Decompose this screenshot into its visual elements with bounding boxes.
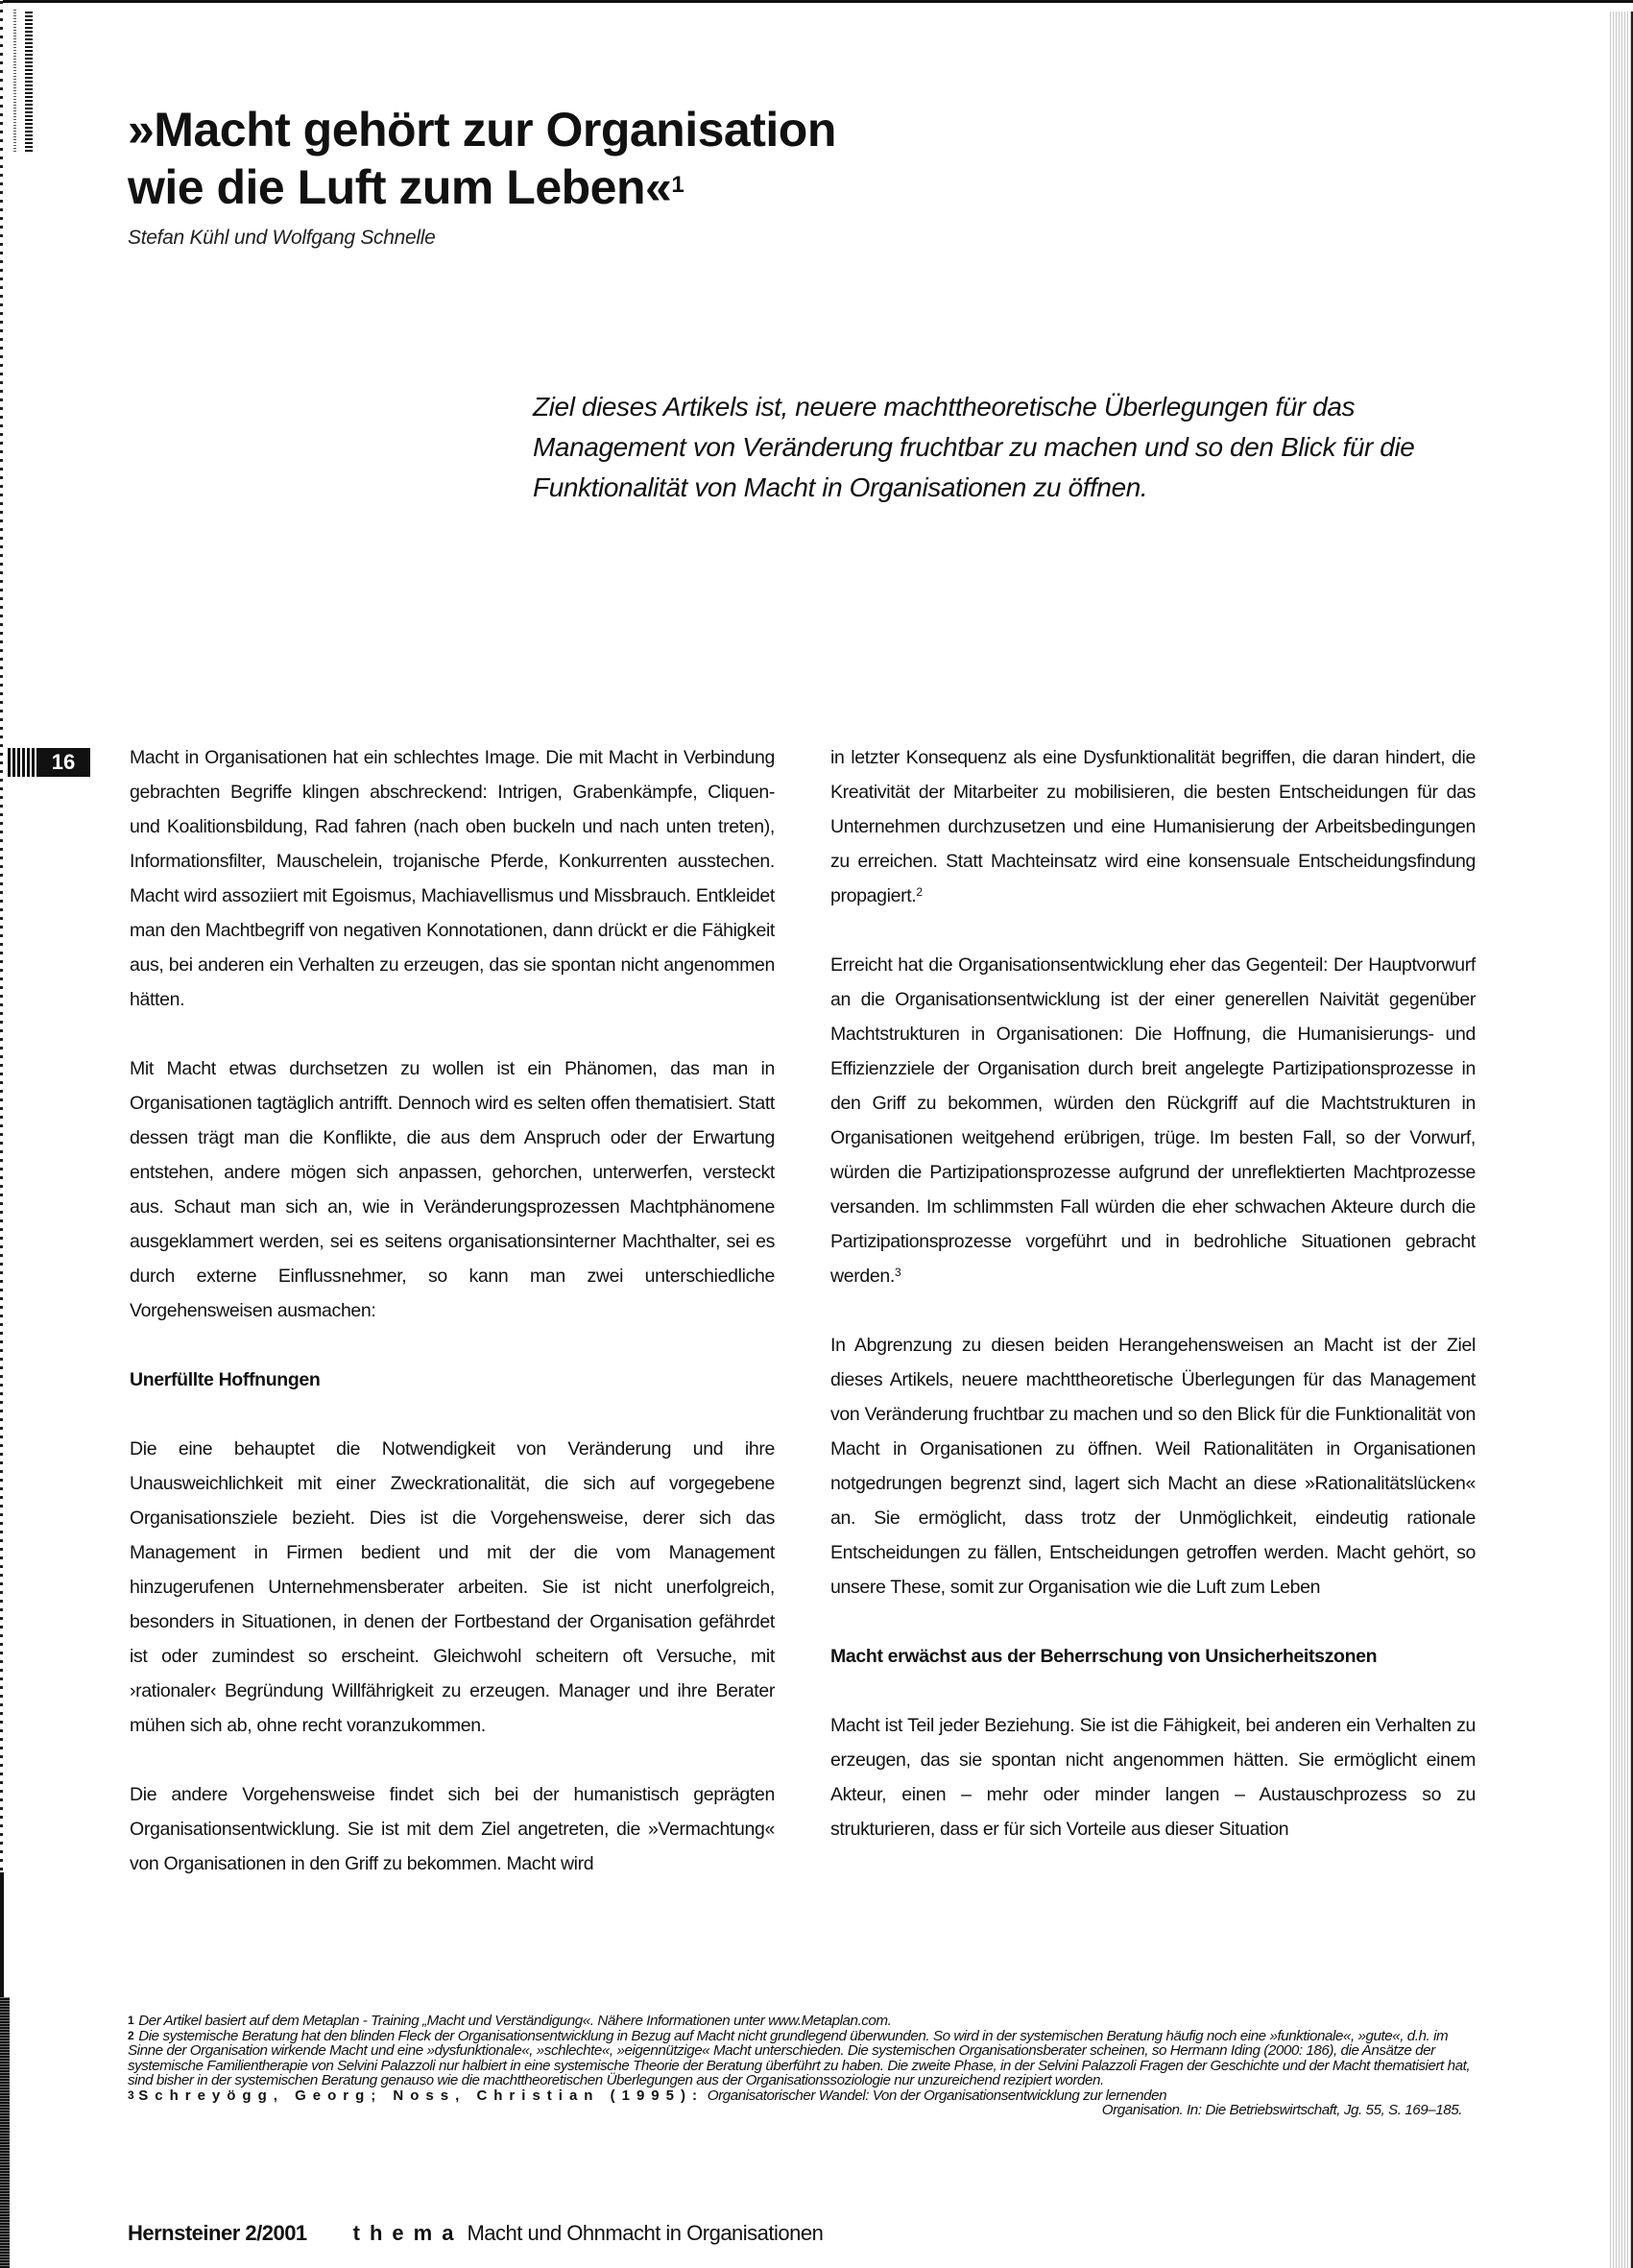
footnote-mark: 2 (916, 885, 923, 899)
paragraph: Die eine behauptet die Notwendigkeit von Veränderung und ihre Unausweichlichkeit mit einer Zweckrationalität, die sich auf vorgegebene Organisationsziele bezieht. Dies ist die Vorgehensweise, derer sich das Management in Firmen bedient und mit der die vom Management hinzugerufenen Unternehmensberater arbeiten. Sie ist nicht unerfolgreich, besonders in Situationen, in denen der Fortbestand der Organisation gefährdet ist oder zumindest so erscheint. Gleichwohl scheitern oft Versuche, mit ›rationaler‹ Begründung Willfährigkeit zu erzeugen. Manager und ihre Berater mühen sich ab, ohne recht voranzukommen. (130, 1438, 775, 1736)
paragraph-text: Erreicht hat die Organisationsentwicklung eher das Gegenteil: Der Hauptvorwurf an die Organisationsentwicklung ist der einer generellen Naivität gegenüber Machtstrukturen in Organisationen: Die Hoffnung, die Humanisierungs- und Effizienzziele der Organisation durch breit angelegte Partizipationsprozesse in den Griff zu bekommen, würden den Rückgriff auf die Machtstrukturen in Organisationen weitgehend erübrigen, trüge. Im besten Fall, so der Vorwurf, würden die Partizipationsprozesse aufgrund der unreflektierten Machtprozesse versanden. Im schlimmsten Fall würden die eher schwachen Akteure durch die Partizipationsprozesse vorgeführt und in bedrohliche Situationen gebracht werden. (830, 954, 1476, 1287)
footnote-number: 2 (128, 2028, 134, 2042)
paragraph: Macht ist Teil jeder Beziehung. Sie ist die Fähigkeit, bei anderen ein Verhalten zu erzeugen, das sie spontan nicht angenommen hätten. Sie ermöglicht einem Akteur, einen – mehr oder minder langen – Austauschprozess so zu strukturieren, dass er für sich Vorteile aus dieser Situation (830, 1715, 1476, 1840)
article-authors: Stefan Kühl und Wolfgang Schnelle (128, 227, 436, 249)
page-number: 16 (36, 748, 90, 777)
footnote-mark: 3 (894, 1266, 901, 1279)
issue-topic: Macht und Ohnmacht in Organisationen (467, 2221, 824, 2245)
footnote-text: Die systemische Beratung hat den blinden Fleck der Organisationsentwicklung in Bezug auf Macht nicht grundlegend überwunden. So wird in der systemischen Beratung häufig noch eine »funktionale«, »gute«, d.h. im Sinne der Organisation wirkende Macht und eine »dysfunktionale«, »schlechte«, »eigennützige« Macht unterschieden. Die systemischen Organisationsberater scheinen, so Hermann Iding (2000: 186), die Ansätze der systemische Familientherapie von Selvini Palazzoli nur halbiert in eine systemische Theorie der Beratung überführt zu haben. Die zweite Phase, in der Selvini Palazzoli Fragen der Geschichte und der Macht thematisiert hat, sind bisher in der systemischen Beratung genauso wie die machttheoretischen Überlegungen aus der Organisationssoziologie nur unzureichend rezipiert worden. (128, 2027, 1471, 2088)
reference-author: Schreyögg, Georg; Noss, Christian (1995): (138, 2087, 704, 2104)
footnote (128, 2014, 1486, 2029)
paragraph (830, 948, 1476, 1293)
article-title (128, 101, 836, 216)
page-marker-icon (8, 748, 35, 777)
paragraph-text: in letzter Konsequenz als eine Dysfunktionalität begriffen, die daran hindert, die Kreativität der Mitarbeiter zu mobilisieren, die besten Entscheidungen für das Unternehmen durchzusetzen und eine Humanisierung der Arbeitsbedingungen zu erreichen. Statt Machteinsatz wird eine konsensuale Entscheidungsfindung propagiert. (830, 747, 1476, 906)
left-column (130, 740, 775, 1916)
article-lead: Ziel dieses Artikels ist, neuere machttheoretische Überlegungen für das Management von Veränderung fruchtbar zu machen und so den Blick für die Funktionalität von Macht in Organisationen zu öffnen. (533, 392, 1415, 502)
scan-artifact-bar (0, 1872, 4, 1997)
footnote-number: 3 (128, 2087, 134, 2102)
reference-title: Organisatorischer Wandel: Von der Organisationsentwicklung zur lernenden (707, 2087, 1167, 2104)
footnote-text: Der Artikel basiert auf dem Metaplan - Training „Macht und Verständigung«. Nähere Informationen unter www.Metaplan.com. (138, 2013, 892, 2029)
title-line-2: wie die Luft zum Leben« (128, 160, 672, 214)
page-number-badge (8, 748, 90, 777)
section-heading: Macht erwächst aus der Beherrschung von Unsicherheitszonen (830, 1646, 1378, 1667)
scan-border-top (0, 0, 1633, 3)
scan-artifact-stripe (13, 10, 16, 152)
section-heading: Unerfüllte Hoffnungen (130, 1369, 321, 1390)
title-footnote-mark: 1 (671, 172, 684, 198)
paragraph: In Abgrenzung zu diesen beiden Herangehensweisen an Macht ist der Ziel dieses Artikels, neuere machttheoretische Überlegungen für das Management von Veränderung fruchtbar zu machen und so den Blick für die Funktionalität von Macht in Organisationen zu öffnen. Weil Rationalitäten in Organisationen notgedrungen begrenzt sind, lagert sich Macht an diese »Rationalitätslücken« an. Sie ermöglicht, dass trotz der Unmöglichkeit, eindeutig rationale Entscheidungen zu fällen, Entscheidungen getroffen werden. Macht gehört, so unsere These, somit zur Organisation wie die Luft zum Leben (830, 1335, 1476, 1598)
scan-artifact-bottom (0, 1997, 10, 2268)
magazine-issue: Hernsteiner 2/2001 (128, 2221, 307, 2245)
scan-artifact-stripe (25, 10, 33, 152)
footnote (128, 2029, 1486, 2088)
title-line-1: »Macht gehört zur Organisation (128, 103, 836, 157)
footnote (128, 2088, 1486, 2104)
page-footer (128, 2221, 823, 2246)
footnote-continuation: Organisation. In: Die Betriebswirtschaft, Jg. 55, S. 169–185. (1101, 2102, 1462, 2118)
paragraph: Mit Macht etwas durchsetzen zu wollen ist ein Phänomen, das man in Organisationen tagtäglich antrifft. Dennoch wird es selten offen thematisiert. Statt dessen trägt man die Konflikte, die aus dem Anspruch oder der Erwartung entstehen, andere mögen sich anpassen, gehorchen, unterwerfen, versteckt aus. Schaut man sich an, wie in Veränderungsprozessen Machtphänomene ausgeklammert werden, sei es seitens organisationsinterner Machthalter, sei es durch externe Einflussnehmer, so kann man zwei unterschiedliche Vorgehensweisen ausmachen: (130, 1058, 775, 1321)
scan-border-right (1610, 12, 1633, 2268)
footnotes (128, 2014, 1486, 2118)
paragraph: Die andere Vorgehensweise findet sich bei der humanistisch geprägten Organisationsentwicklung. Sie ist mit dem Ziel angetreten, die »Vermachtung« von Organisationen in den Griff zu bekommen. Macht wird (130, 1784, 775, 1874)
paragraph (830, 740, 1476, 913)
paragraph: Macht in Organisationen hat ein schlechtes Image. Die mit Macht in Verbindung gebrachten Begriffe klingen abschreckend: Intrigen, Grabenkämpfe, Cliquen- und Koalitionsbildung, Rad fahren (nach oben buckeln und nach unten treten), Informationsfilter, Mauschelein, trojanische Pferde, Konkurrenten ausstechen. Macht wird assoziiert mit Egoismus, Machiavellismus und Missbrauch. Entkleidet man den Machtbegriff von negativen Konnotationen, dann drückt er die Fähigkeit aus, bei anderen ein Verhalten zu erzeugen, das sie spontan nicht angenommen hätten. (130, 747, 775, 1010)
right-column (830, 740, 1476, 1881)
footnote-number: 1 (128, 2014, 134, 2027)
section-label: thema (352, 2221, 464, 2245)
